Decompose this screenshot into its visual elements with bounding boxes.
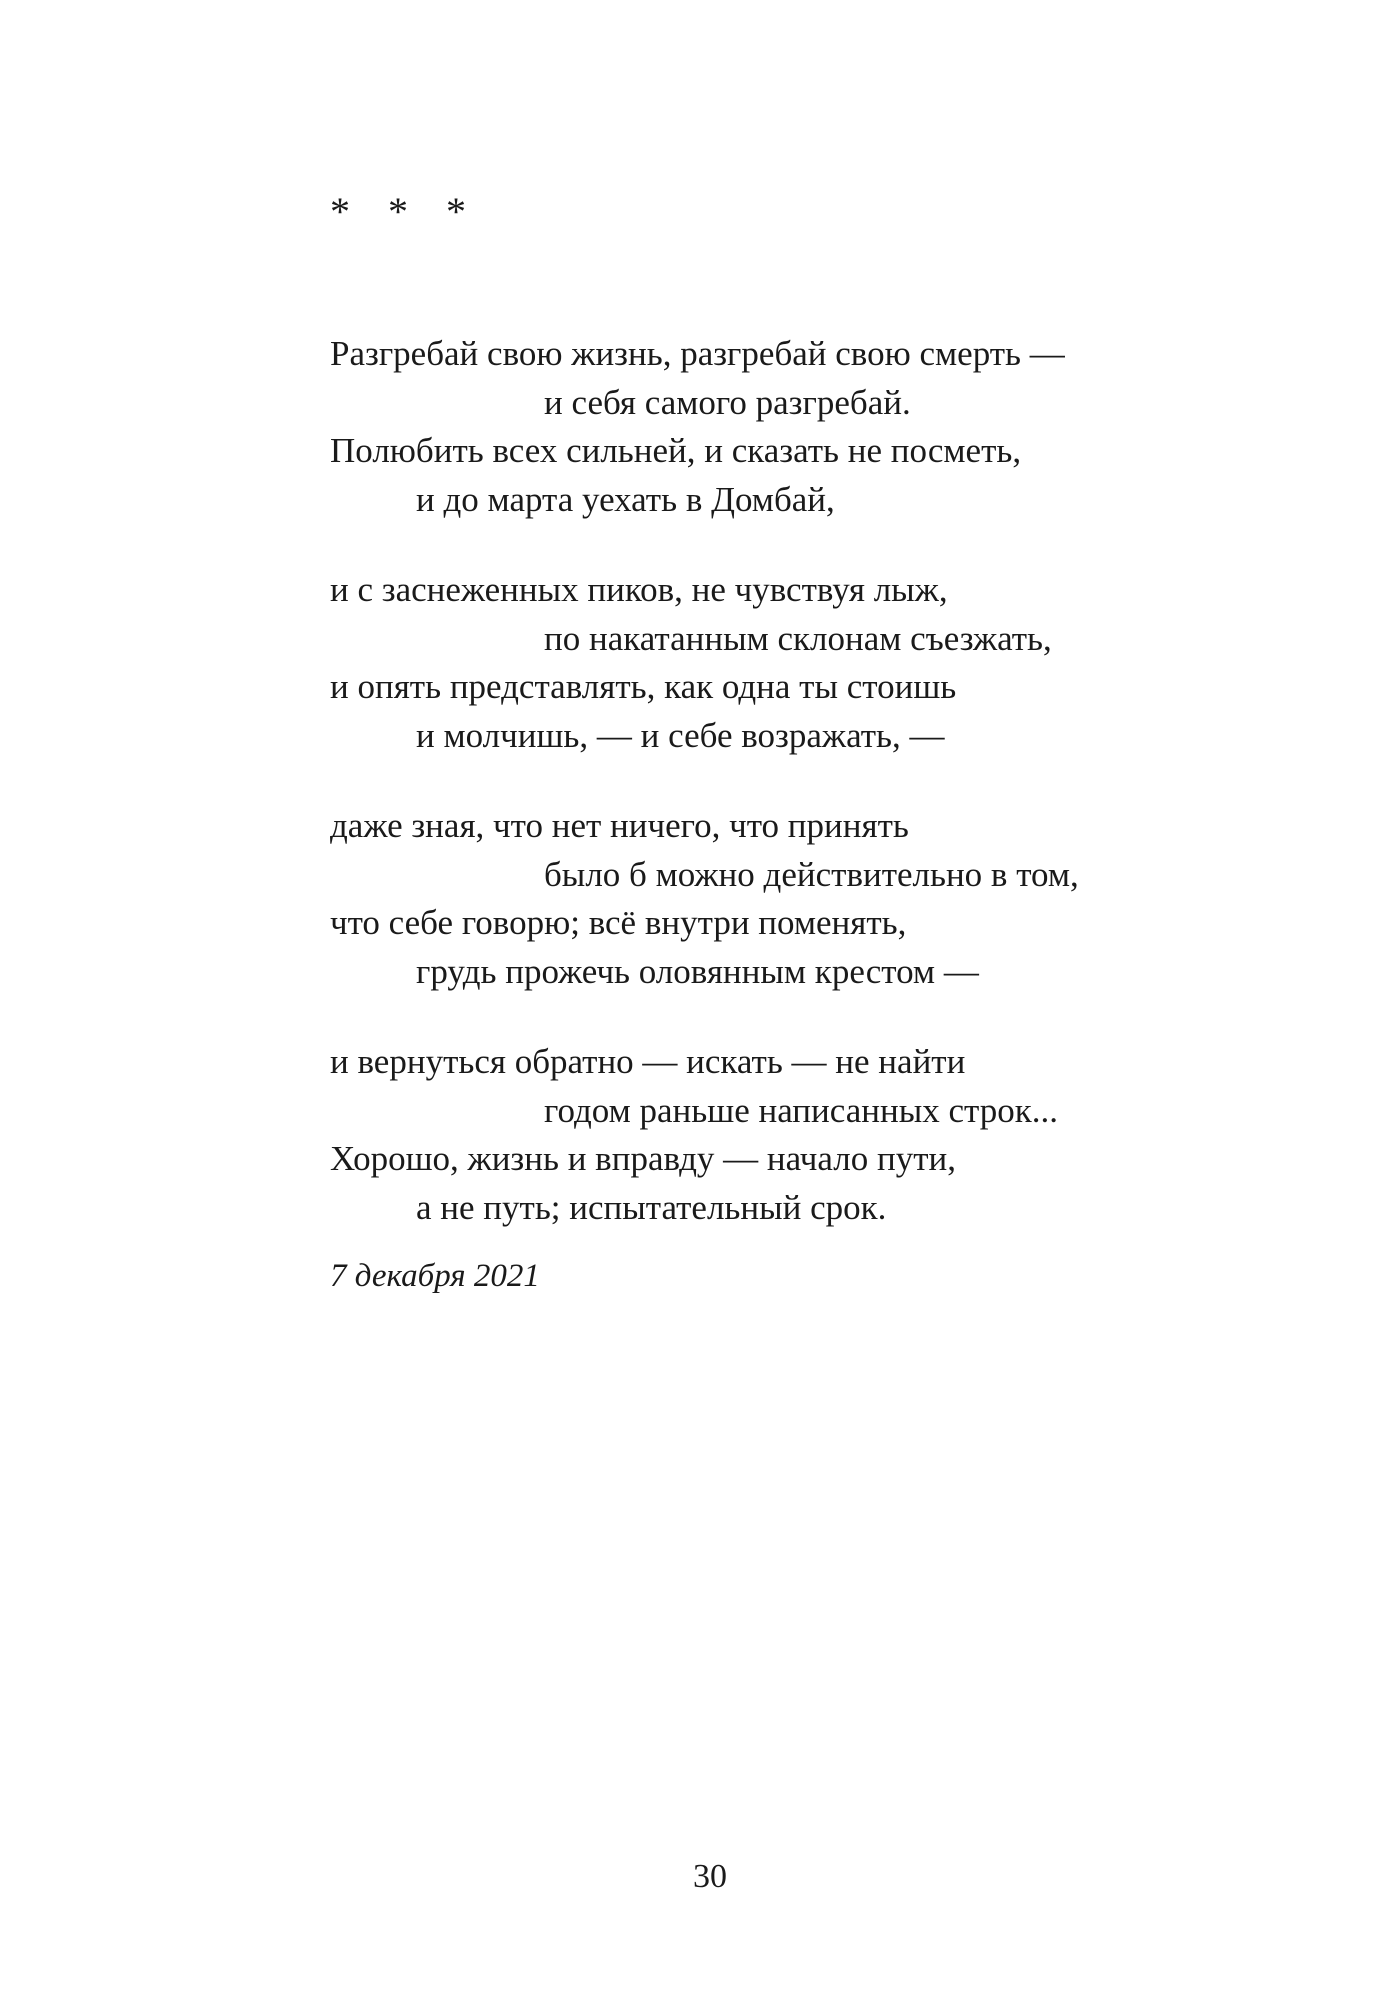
stanza-4 — [330, 1038, 1230, 1232]
poem-line: Разгребай свою жизнь, разгребай свою смерть — — [330, 334, 1065, 373]
page-number: 30 — [693, 1858, 727, 1895]
stanza-1 — [330, 330, 1230, 524]
stanza-2 — [330, 566, 1230, 760]
poem-line: и вернуться обратно — искать — не найти — [330, 1042, 966, 1081]
poem-line: а не путь; испытательный срок. — [416, 1187, 887, 1227]
poem-line: по накатанным склонам съезжать, — [544, 618, 1052, 658]
poem-line: грудь прожечь оловянным крестом — — [416, 951, 979, 991]
poem-line: Полюбить всех сильней, и сказать не посметь, — [330, 431, 1022, 470]
poem-line: было б можно действительно в том, — [544, 854, 1079, 894]
poem-line: и себя самого разгребай. — [544, 382, 911, 422]
poem-line: и с заснеженных пиков, не чувствуя лыж, — [330, 570, 948, 609]
poem-line: и опять представлять, как одна ты стоишь — [330, 667, 957, 706]
poem-line: годом раньше написанных строк... — [544, 1090, 1058, 1130]
poem-line: и молчишь, — и себе возражать, — — [416, 715, 945, 755]
stanza-3 — [330, 802, 1230, 996]
poem-line: Хорошо, жизнь и вправду — начало пути, — [330, 1139, 956, 1178]
poem — [330, 330, 1230, 1274]
poem-line: и до марта уехать в Домбай, — [416, 479, 835, 519]
poem-line: что себе говорю; всё внутри поменять, — [330, 903, 907, 942]
poem-line: даже зная, что нет ничего, что принять — [330, 806, 909, 845]
poem-date: 7 декабря 2021 — [330, 1258, 540, 1294]
section-separator: * * * — [330, 189, 480, 234]
